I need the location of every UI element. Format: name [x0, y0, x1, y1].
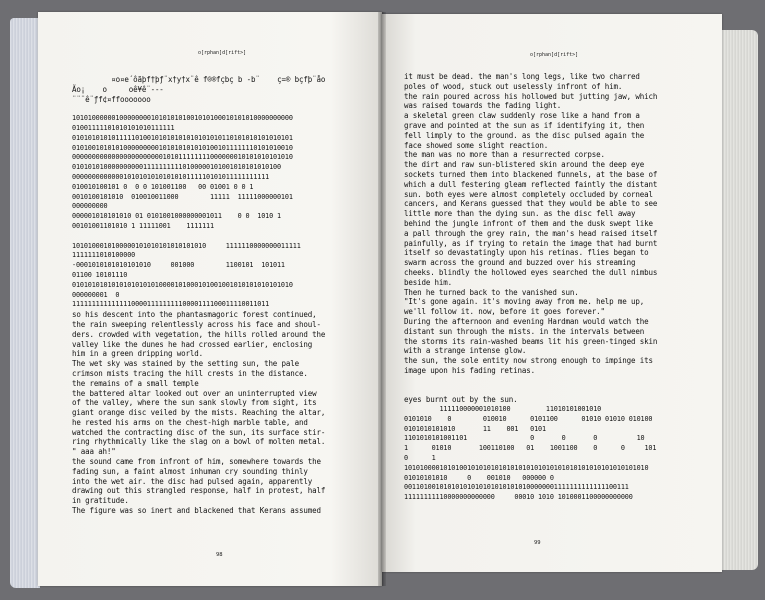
text-line: giant orange disc veiled by the mists. Reaching the altar,: [72, 408, 326, 418]
binary-line: 0101010101010 11 001 0101: [404, 424, 546, 433]
binary-line: 1010100010100000101010101010101010 1111110000000011111: [72, 241, 301, 250]
binary-line: 000000001 0: [72, 290, 120, 299]
text-line: was raised towards the fading light.: [404, 101, 562, 111]
binary-line: 00101001101010 1 11111001 1111111: [72, 221, 214, 230]
text-line: watched the contracting disc of the sun, its surface stir-: [72, 427, 326, 437]
binary-line: 11111111110000000000000 00010 1010 1010001100000000000: [404, 493, 633, 502]
binary-line: 01100 10101110: [72, 270, 128, 279]
text-line: eyes burnt out by the sun.: [404, 395, 518, 405]
binary-line: 0 1: [404, 454, 436, 463]
text-line: the rain poured across his hollowed but jutting jaw, which: [404, 91, 658, 101]
text-line: the battered altar looked out over an uninterrupted view: [72, 388, 317, 398]
binary-line: 01001111101010101010111111: [72, 123, 175, 132]
text-line: the man was no more than a resurrected corpse.: [404, 150, 605, 160]
text-line: ring rhythmically like the slag on a bowl of molten metal.: [72, 437, 326, 447]
text-line: with a strange intense glow.: [404, 346, 527, 356]
text-line: valley like the dunes he had crossed earlier, enclosing: [72, 339, 313, 349]
text-line: The wet sky was stained by the setting sun, the pale: [72, 359, 300, 369]
text-line: Then he turned back to the vanished sun.: [404, 287, 579, 297]
text-line: cheeks. blindly the hollowed eyes searched the dull nimbus: [404, 267, 658, 277]
page-stack-left: [10, 18, 40, 588]
text-line: image upon his fading retinas.: [404, 365, 535, 375]
page-stack-right: [718, 30, 758, 570]
text-line: the remains of a small temple: [72, 378, 199, 388]
page-body: [404, 72, 716, 503]
text-line: cancers, and Kerans guessed that they would be able to see: [404, 199, 658, 209]
binary-line: 010010100101 0 0 0 101001100 00 01001 0 0 1: [72, 182, 254, 191]
text-line: the sun, the sole entity now strong enough to impinge its: [404, 356, 653, 366]
binary-line: 00000000000000000000000101011111111000000010101010101010: [72, 153, 293, 162]
text-line: face showed some slight reaction.: [404, 140, 549, 150]
text-line: in gratitude.: [72, 496, 129, 506]
text-line: the dirt and raw sun-blistered skin around the deep eye: [404, 160, 645, 170]
binary-line: 01010010101010000000001010101010101001011111110101010010: [72, 143, 293, 152]
page-number: 98: [216, 552, 223, 558]
text-line: so his descent into the phantasmagoric forest continued,: [72, 310, 317, 320]
right-page: [382, 14, 722, 572]
blank-line: [404, 386, 716, 396]
binary-line: 11111111111111100001111111110000111100011110011011: [72, 300, 270, 309]
binary-line: 0010100101010 010010011000 11111 11111000000101: [72, 192, 293, 201]
text-line: a pall through the grey rain, the man's head raised itself: [404, 228, 658, 238]
binary-line: 01010101010111110100101010101010101010110101010101010101: [72, 133, 293, 142]
text-line: behind the jungle infront of them and the dusk swept like: [404, 218, 653, 228]
text-line: beside him.: [404, 277, 453, 287]
text-line: him in a green dripping world.: [72, 349, 203, 359]
text-line: we'll follow it. now, before it goes forever.": [404, 307, 605, 317]
binary-line: 00000000000001010101010101010111110101011111111111: [72, 172, 270, 181]
binary-line: 001101001010101010101010101010100000001111111111111100111: [404, 483, 629, 492]
text-line: drawing out this strangled response, half in protest, half: [72, 486, 326, 496]
text-line: ¤o¤e´ôãþf†þƒ¨x†y†x¨ê f®®fçbç b -b¨ ç=® bçfþ¨åo: [72, 75, 326, 84]
text-line: The figure was so inert and blackened that Kerans assumed: [72, 506, 321, 516]
text-line: of the valley, where the sun sank slowly from sight, its: [72, 398, 317, 408]
binary-line: -0001010101010101010 001000 1100101 101011: [72, 261, 285, 270]
binary-line: 10101000000100000000101010101001010100010101010000000000: [72, 114, 293, 123]
page-number: 99: [534, 540, 541, 546]
binary-line: 01010101000000000011111111110100000101001010101010100: [72, 163, 281, 172]
binary-line: 1111111010100000: [72, 251, 136, 260]
text-line: fading sun, a faint almost inhuman cry sounding thinly: [72, 466, 308, 476]
text-line: ders. crowded with vegetation, the hills rolled around the: [72, 329, 326, 339]
left-page: [38, 12, 382, 586]
text-line: poles of wood, stuck out uselessly infront of him.: [404, 81, 623, 91]
binary-line: 1 01010 100110100 01 1001100 0 0 101: [404, 444, 657, 453]
text-line: itself so devastatingly upon his retinas. flies began to: [404, 248, 649, 258]
blank-line: [72, 104, 376, 114]
text-line: the storms its rain-washed beams lit his green-tinged skin: [404, 336, 658, 346]
page-body: [72, 75, 376, 516]
book-gutter: [378, 12, 386, 586]
text-line: he rested his arms on the chest-high marble table, and: [72, 417, 308, 427]
running-header: o[rphan]d[rift>]: [530, 52, 579, 58]
text-line: grave and pointed at the sun as if identifying it, then: [404, 120, 645, 130]
text-line: fell limply to the ground. as the disc pulsed again the: [404, 130, 645, 140]
text-line: it must be dead. the man's long legs, like two charred: [404, 72, 640, 81]
binary-line: 01010101010 0 001010 000000 0: [404, 473, 554, 482]
binary-line: 10101000010101001010101010101010101010101010101010101010101010: [404, 463, 649, 472]
text-line: which a dull festering gleam reflected faintly the distant: [404, 179, 658, 189]
text-line: swarm across the ground and buzzed over his streaming: [404, 258, 636, 268]
text-line: "It's gone again. it's moving away from me. help me up,: [404, 297, 645, 307]
text-line: Ão¡ o oê¥ê¨---: [72, 84, 164, 94]
text-line: distant sun through the mists. in the intervals between: [404, 326, 645, 336]
running-header: o[rphan]d[rift>]: [198, 50, 247, 56]
text-line: " aaa ah!": [72, 447, 116, 457]
text-line: into the wet air. the disc had pulsed again, apparently: [72, 476, 313, 486]
text-line: crimson mists tracing the hill crests in the distance.: [72, 368, 308, 378]
binary-line: 000001010101010 01 0101001000000001011 0 0 1010 1: [72, 212, 281, 221]
text-line: sun. both eyes were almost completely occluded by corneal: [404, 189, 653, 199]
text-line: ¨¨¨ê¨ƒf¢¤ffooooooo: [72, 94, 151, 104]
binary-line: 01010101010101010101010000101000101001001010101010101010: [72, 280, 293, 289]
text-line: sockets turned them into blackened funnels, at the base of: [404, 169, 658, 179]
binary-line: 0101010 0 010010 0101100 01010 01010 010100: [404, 414, 653, 423]
text-line: a skeletal green claw suddenly rose like a hand from a: [404, 111, 640, 121]
text-line: the sound came from infront of him, somewhere towards the: [72, 457, 321, 467]
binary-line: 1101010101001101 0 0 0 10: [404, 434, 645, 443]
binary-line: 111110000001010100 11010101001010: [404, 405, 602, 414]
text-line: the rain sweeping relentlessly across his face and shoul-: [72, 319, 321, 329]
text-line: painfully, as if trying to retain the image that had burnt: [404, 238, 658, 248]
blank-line: [404, 376, 716, 386]
binary-line: 000000000: [72, 202, 108, 211]
blank-line: [72, 232, 376, 242]
text-line: little more than the dying sun. as the disc fell away: [404, 209, 636, 219]
text-line: During the afternoon and evening Hardman would watch the: [404, 316, 649, 326]
